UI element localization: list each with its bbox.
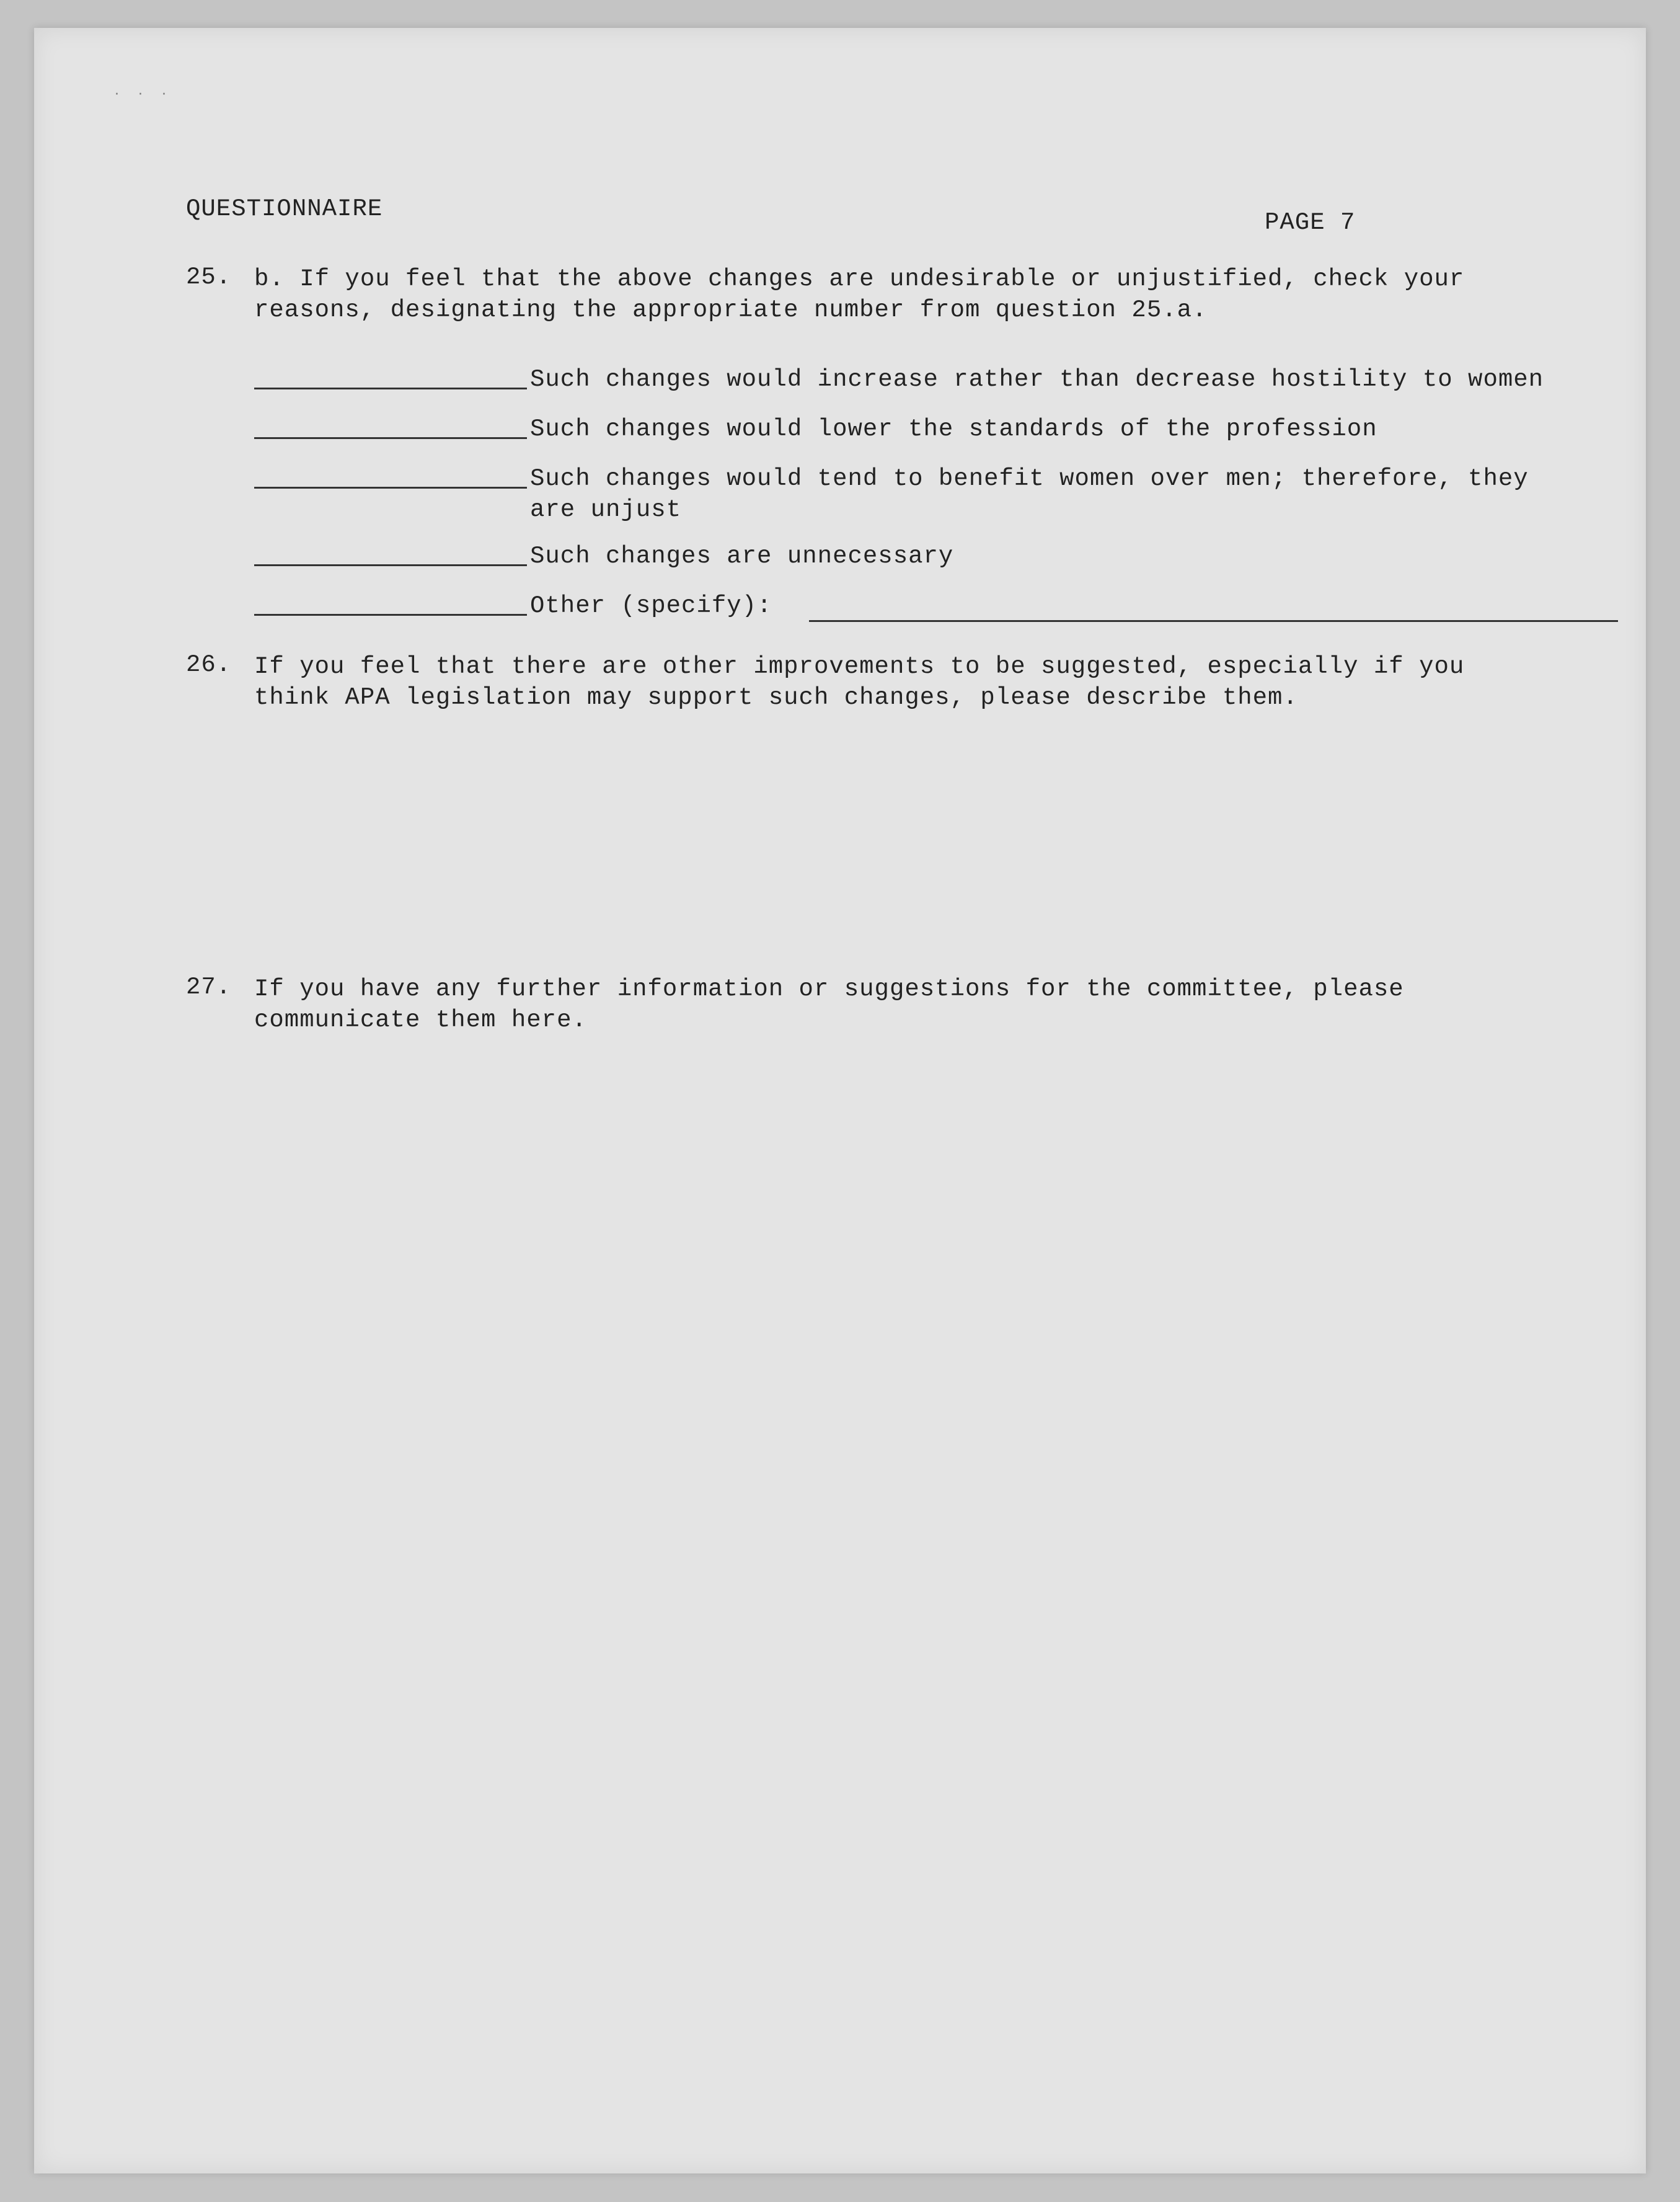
answer-area-26[interactable] bbox=[254, 729, 1587, 958]
answer-blank-5[interactable] bbox=[254, 614, 527, 616]
document-page bbox=[34, 28, 1646, 2173]
question-text-line-2: reasons, designating the appropriate number from question 25.a. bbox=[254, 296, 1208, 324]
question-text-line-1: b. If you feel that the above changes are undesirable or unjustified, check your bbox=[254, 265, 1465, 293]
question-text-line-1: If you have any further information or suggestions for the committee, please bbox=[254, 975, 1404, 1003]
answer-blank-3[interactable] bbox=[254, 487, 527, 489]
option-label-3: Such changes would tend to benefit women over men; therefore, they bbox=[530, 465, 1529, 492]
specify-answer-line[interactable] bbox=[809, 620, 1618, 622]
answer-blank-4[interactable] bbox=[254, 564, 527, 566]
question-number: 27. bbox=[186, 974, 232, 1001]
answer-blank-2[interactable] bbox=[254, 437, 527, 439]
option-label-3-continued: are unjust bbox=[530, 496, 682, 523]
option-label-4: Such changes are unnecessary bbox=[530, 543, 954, 570]
answer-blank-1[interactable] bbox=[254, 388, 527, 389]
question-text-line-1: If you feel that there are other improvements to be suggested, especially if you bbox=[254, 653, 1465, 680]
option-label-1: Such changes would increase rather than decrease hostility to women bbox=[530, 366, 1544, 393]
question-text-line-2: think APA legislation may support such changes, please describe them. bbox=[254, 684, 1298, 711]
question-number: 26. bbox=[186, 651, 232, 678]
question-number: 25. bbox=[186, 264, 232, 291]
answer-area-27[interactable] bbox=[254, 1051, 1587, 2043]
option-label-5: Other (specify): bbox=[530, 592, 772, 619]
option-label-2: Such changes would lower the standards of the profession bbox=[530, 415, 1377, 443]
page-number: PAGE 7 bbox=[1265, 209, 1356, 236]
document-title: QUESTIONNAIRE bbox=[186, 195, 383, 223]
question-text-line-2: communicate them here. bbox=[254, 1006, 587, 1034]
paper-specks: · · · bbox=[115, 87, 174, 102]
